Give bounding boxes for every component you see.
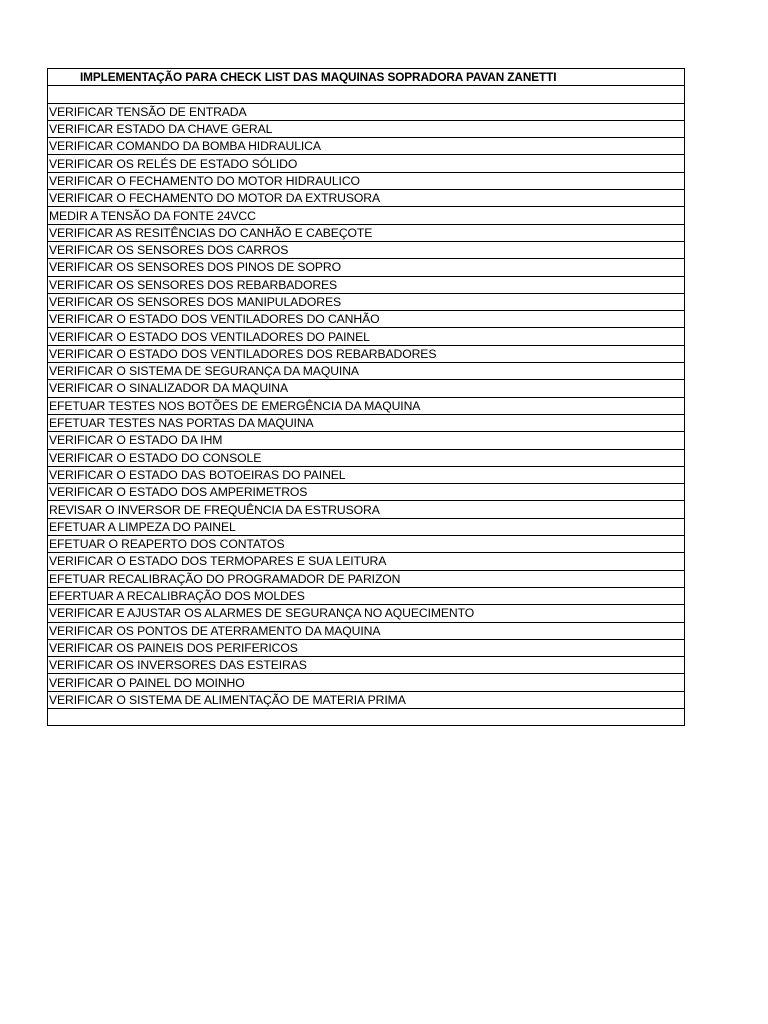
table-row: EFERTUAR A RECALIBRAÇÃO DOS MOLDES bbox=[48, 588, 684, 605]
table-row: REVISAR O INVERSOR DE FREQUÊNCIA DA ESTRUSORA bbox=[48, 501, 684, 518]
table-row: VERIFICAR O FECHAMENTO DO MOTOR DA EXTRUSORA bbox=[48, 190, 684, 207]
table-row: VERIFICAR O PAINEL DO MOINHO bbox=[48, 674, 684, 691]
table-row: VERIFICAR O ESTADO DOS TERMOPARES E SUA LEITURA bbox=[48, 553, 684, 570]
checklist-table bbox=[47, 68, 685, 726]
table-row: VERIFICAR OS RELÉS DE ESTADO SÓLIDO bbox=[48, 155, 684, 172]
table-row: VERIFICAR OS SENSORES DOS MANIPULADORES bbox=[48, 294, 684, 311]
table-row: VERIFICAR OS SENSORES DOS PINOS DE SOPRO bbox=[48, 259, 684, 276]
table-row: VERIFICAR OS INVERSORES DAS ESTEIRAS bbox=[48, 657, 684, 674]
table-row: MEDIR A TENSÃO DA FONTE 24VCC bbox=[48, 207, 684, 224]
table-row: VERIFICAR OS PONTOS DE ATERRAMENTO DA MAQUINA bbox=[48, 623, 684, 640]
table-row: VERIFICAR O ESTADO DO CONSOLE bbox=[48, 450, 684, 467]
table-row: VERIFICAR TENSÃO DE ENTRADA bbox=[48, 104, 684, 121]
table-row: VERIFICAR O ESTADO DAS BOTOEIRAS DO PAINEL bbox=[48, 467, 684, 484]
table-title: IMPLEMENTAÇÃO PARA CHECK LIST DAS MAQUINAS SOPRADORA PAVAN ZANETTI bbox=[48, 69, 684, 86]
table-row: VERIFICAR OS PAINEIS DOS PERIFERICOS bbox=[48, 640, 684, 657]
table-row: EFETUAR RECALIBRAÇÃO DO PROGRAMADOR DE PARIZON bbox=[48, 571, 684, 588]
table-row: EFETUAR TESTES NOS BOTÕES DE EMERGÊNCIA DA MAQUINA bbox=[48, 398, 684, 415]
table-row: VERIFICAR O SISTEMA DE SEGURANÇA DA MAQUINA bbox=[48, 363, 684, 380]
table-row: VERIFICAR E AJUSTAR OS ALARMES DE SEGURANÇA NO AQUECIMENTO bbox=[48, 605, 684, 622]
table-row: EFETUAR TESTES NAS PORTAS DA MAQUINA bbox=[48, 415, 684, 432]
table-row: VERIFICAR O SINALIZADOR DA MAQUINA bbox=[48, 380, 684, 397]
table-row: VERIFICAR O ESTADO DOS VENTILADORES DO CANHÃO bbox=[48, 311, 684, 328]
table-row: VERIFICAR O ESTADO DOS VENTILADORES DOS REBARBADORES bbox=[48, 346, 684, 363]
table-row: VERIFICAR ESTADO DA CHAVE GERAL bbox=[48, 121, 684, 138]
table-row: VERIFICAR O FECHAMENTO DO MOTOR HIDRAULICO bbox=[48, 173, 684, 190]
table-row: VERIFICAR O SISTEMA DE ALIMENTAÇÃO DE MATERIA PRIMA bbox=[48, 692, 684, 709]
table-row: VERIFICAR COMANDO DA BOMBA HIDRAULICA bbox=[48, 138, 684, 155]
table-row: EFETUAR O REAPERTO DOS CONTATOS bbox=[48, 536, 684, 553]
table-row: VERIFICAR OS SENSORES DOS REBARBADORES bbox=[48, 277, 684, 294]
table-row: EFETUAR A LIMPEZA DO PAINEL bbox=[48, 519, 684, 536]
table-row: VERIFICAR O ESTADO DA IHM bbox=[48, 432, 684, 449]
blank-row bbox=[48, 709, 684, 726]
table-row: VERIFICAR O ESTADO DOS AMPERIMETROS bbox=[48, 484, 684, 501]
table-row: VERIFICAR AS RESITÊNCIAS DO CANHÃO E CABEÇOTE bbox=[48, 225, 684, 242]
table-row: VERIFICAR OS SENSORES DOS CARROS bbox=[48, 242, 684, 259]
table-row: VERIFICAR O ESTADO DOS VENTILADORES DO PAINEL bbox=[48, 328, 684, 345]
blank-row bbox=[48, 86, 684, 103]
